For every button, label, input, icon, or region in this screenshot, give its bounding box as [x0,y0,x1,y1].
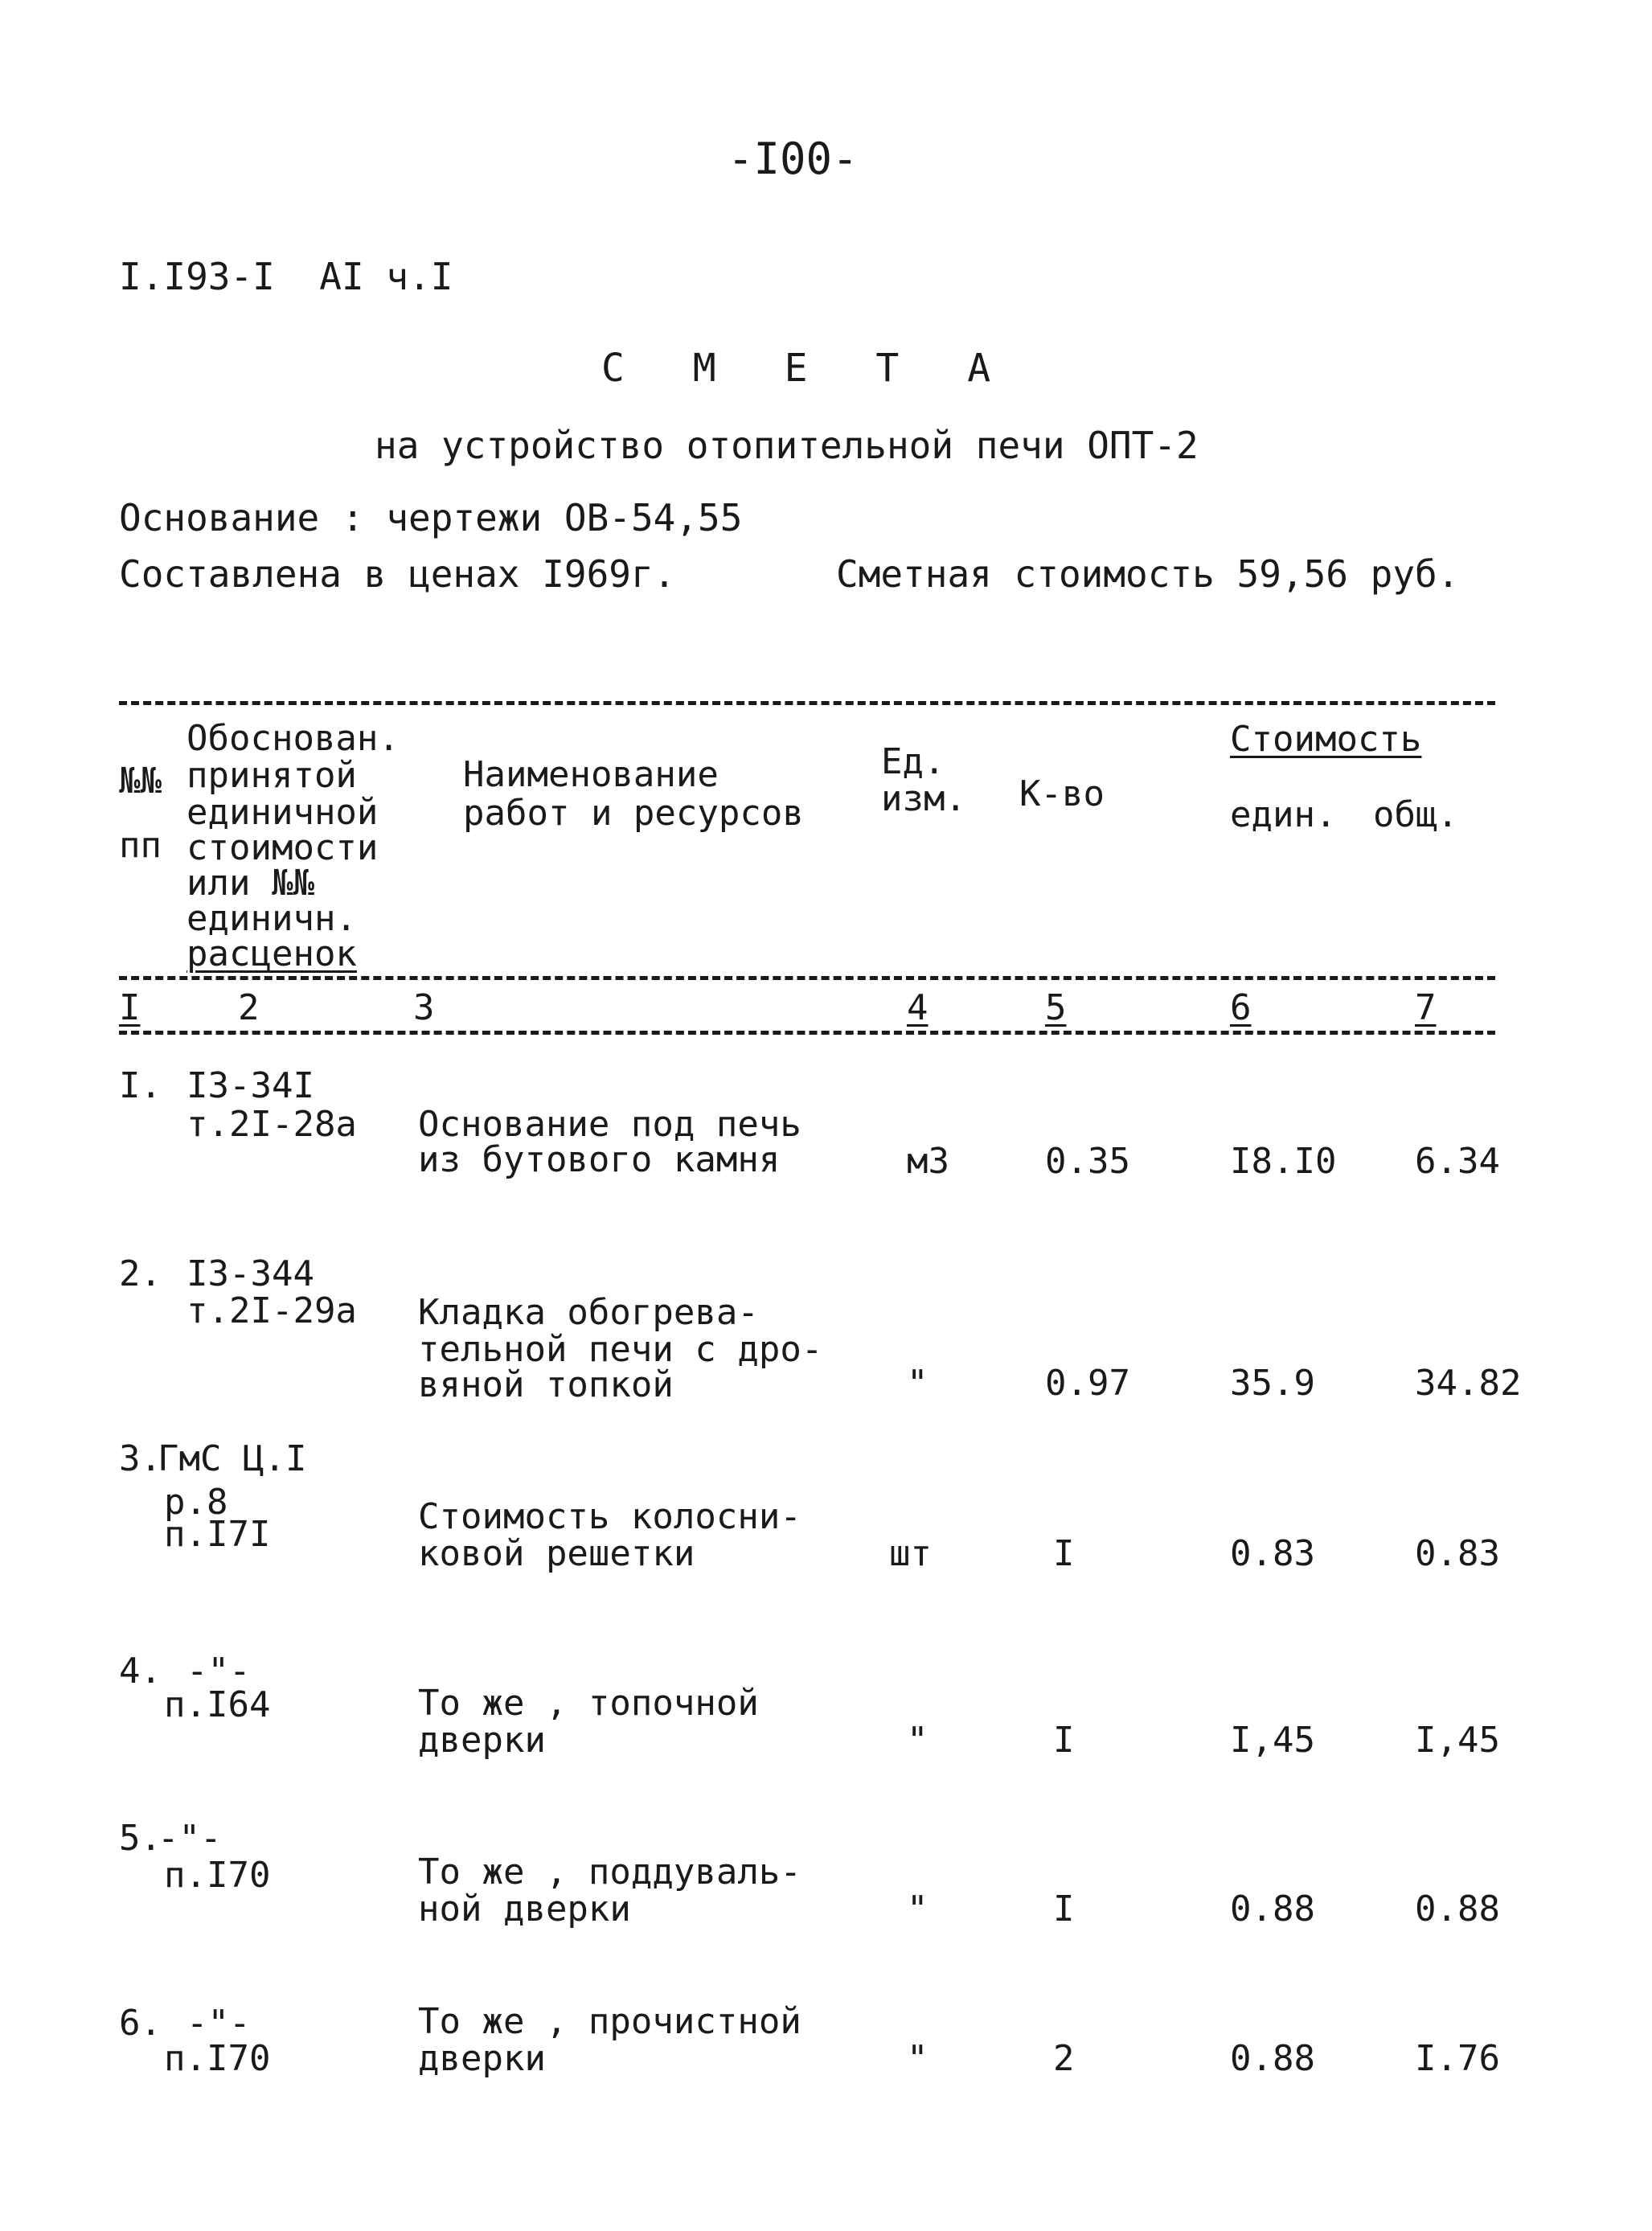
column-number-7: 7 [1415,987,1437,1028]
document-code: I.I93-I AI ч.I [119,255,453,298]
header-unit-line2: изм. [881,778,966,819]
row-unit-cost: 0.88 [1230,2038,1315,2079]
header-num-line2: пп [119,825,162,866]
row-unit-cost: 0.83 [1230,1533,1315,1574]
row-basis: -"- [187,1651,251,1692]
row-number: 3. [119,1438,162,1479]
column-number-6: 6 [1230,987,1252,1028]
row-name: ковой решетки [418,1533,695,1574]
row-total-cost: I.76 [1415,2038,1500,2079]
row-unit: шт [889,1533,932,1574]
estimated-cost: Сметная стоимость 59,56 руб. [836,552,1460,596]
header-basis-line4: стоимости [187,827,379,868]
row-qty: 0.35 [1045,1141,1130,1182]
row-name: дверки [418,1720,546,1761]
header-basis-line2: принятой [187,755,357,796]
header-basis-line7: расценок [187,933,357,974]
row-unit-cost: I,45 [1230,1720,1315,1761]
row-unit-cost: I8.I0 [1230,1141,1337,1182]
header-cost-group: Стоимость [1230,719,1422,760]
row-total-cost: 6.34 [1415,1141,1500,1182]
header-basis-line6: единичн. [187,898,357,939]
row-total-cost: 0.83 [1415,1533,1500,1574]
row-basis: т.2I-28а [187,1104,357,1145]
header-unit-line1: Ед. [881,741,945,782]
row-unit: " [907,1720,928,1761]
row-name: Кладка обогрева- [418,1292,759,1333]
row-name: вяной топкой [418,1364,674,1405]
row-unit: м3 [907,1141,949,1182]
document-title: С М Е Т А [601,346,1014,391]
row-basis: -"- [187,2003,251,2044]
header-name-line2: работ и ресурсов [463,793,804,834]
header-qty: К-во [1019,773,1105,814]
row-basis: -"- [158,1818,222,1859]
column-number-1: I [119,987,141,1028]
header-basis-line5: или №№ [187,863,314,904]
row-qty: 2 [1053,2038,1075,2079]
header-cost-total: общ. [1373,794,1458,835]
row-basis: ГмС Ц.I [158,1438,307,1479]
row-qty: I [1053,1720,1075,1761]
row-name: ной дверки [418,1889,631,1930]
row-name: Основание под печь [418,1104,801,1145]
row-basis: р.8 [164,1482,228,1523]
page-number: -I00- [728,133,859,184]
row-qty: I [1053,1533,1075,1574]
table-top-rule [119,701,1495,705]
row-name: из бутового камня [418,1139,781,1180]
header-num-line1: №№ [119,761,162,802]
row-name: То же , прочистной [418,2001,801,2042]
header-bottom-rule [119,976,1495,980]
header-basis-line1: Обоснован. [187,718,400,759]
basis-line: Основание : чертежи ОВ-54,55 [119,496,743,539]
row-total-cost: 0.88 [1415,1889,1500,1930]
row-unit-cost: 35.9 [1230,1363,1315,1404]
column-number-4: 4 [907,987,928,1028]
row-total-cost: 34.82 [1415,1363,1522,1404]
row-qty: I [1053,1889,1075,1930]
row-basis: п.I7I [164,1514,271,1555]
document-subtitle: на устройство отопительной печи ОПТ-2 [375,424,1199,467]
row-unit: " [907,1889,928,1930]
row-unit: " [907,1363,928,1404]
header-cost-unit: един. [1230,794,1337,835]
row-number: 6. [119,2003,162,2044]
row-number: I. [119,1065,162,1106]
row-unit-cost: 0.88 [1230,1889,1315,1930]
row-name: То же , поддуваль- [418,1852,801,1893]
row-number: 2. [119,1253,162,1294]
row-basis: п.I70 [164,1855,271,1896]
column-number-2: 2 [238,987,260,1028]
row-number: 4. [119,1651,162,1692]
row-basis: п.I70 [164,2038,271,2079]
row-basis: т.2I-29а [187,1290,357,1331]
column-number-rule [119,1031,1495,1035]
row-name: Стоимость колосни- [418,1496,801,1537]
row-basis: I3-34I [187,1065,314,1106]
row-number: 5. [119,1818,162,1859]
column-number-3: 3 [413,987,435,1028]
row-basis: I3-344 [187,1253,314,1294]
row-qty: 0.97 [1045,1363,1130,1404]
row-name: дверки [418,2038,546,2079]
header-name-line1: Наименование [463,754,719,795]
prices-year: Составлена в ценах I969г. [119,552,676,596]
row-total-cost: I,45 [1415,1720,1500,1761]
row-name: тельной печи с дро- [418,1329,823,1370]
column-number-5: 5 [1045,987,1067,1028]
row-name: То же , топочной [418,1683,759,1724]
row-basis: п.I64 [164,1684,271,1725]
header-basis-line3: единичной [187,792,379,833]
row-unit: " [907,2038,928,2079]
